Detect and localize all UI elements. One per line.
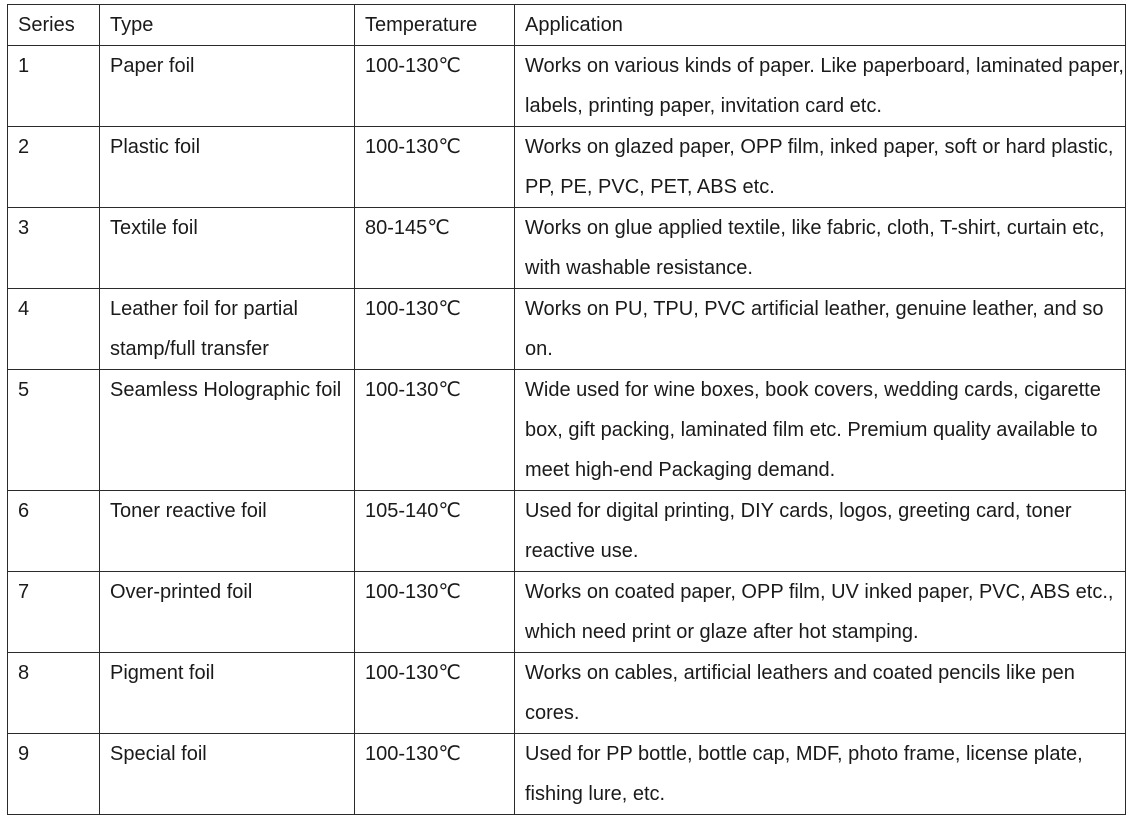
cell-application: Works on PU, TPU, PVC artificial leather, genuine leather, and so on.: [515, 289, 1126, 370]
cell-type: Leather foil for partial stamp/full transfer: [100, 289, 355, 370]
cell-type: Special foil: [100, 734, 355, 815]
cell-temperature: 100-130℃: [355, 572, 515, 653]
cell-application: Works on various kinds of paper. Like paperboard, laminated paper, labels, printing paper, invitation card etc.: [515, 46, 1126, 127]
cell-series: 4: [8, 289, 100, 370]
cell-type: Toner reactive foil: [100, 491, 355, 572]
cell-application: Works on cables, artificial leathers and coated pencils like pen cores.: [515, 653, 1126, 734]
cell-series: 9: [8, 734, 100, 815]
foil-spec-table: [7, 4, 1126, 815]
table-row: [8, 572, 1126, 653]
cell-series: 1: [8, 46, 100, 127]
cell-series: 6: [8, 491, 100, 572]
table-row: [8, 289, 1126, 370]
table-row: [8, 491, 1126, 572]
cell-temperature: 80-145℃: [355, 208, 515, 289]
cell-temperature: 100-130℃: [355, 289, 515, 370]
cell-temperature: 100-130℃: [355, 127, 515, 208]
cell-application: Used for PP bottle, bottle cap, MDF, photo frame, license plate, fishing lure, etc.: [515, 734, 1126, 815]
cell-series: 8: [8, 653, 100, 734]
cell-temperature: 100-130℃: [355, 734, 515, 815]
header-type: Type: [100, 5, 355, 46]
cell-temperature: 100-130℃: [355, 46, 515, 127]
cell-application: Used for digital printing, DIY cards, logos, greeting card, toner reactive use.: [515, 491, 1126, 572]
cell-type: Pigment foil: [100, 653, 355, 734]
cell-series: 7: [8, 572, 100, 653]
header-application: Application: [515, 5, 1126, 46]
table-row: [8, 46, 1126, 127]
cell-series: 2: [8, 127, 100, 208]
cell-type: Seamless Holographic foil: [100, 370, 355, 491]
table-row: [8, 653, 1126, 734]
header-series: Series: [8, 5, 100, 46]
header-row: [8, 5, 1126, 46]
table-row: [8, 208, 1126, 289]
cell-temperature: 100-130℃: [355, 370, 515, 491]
header-temperature: Temperature: [355, 5, 515, 46]
cell-type: Textile foil: [100, 208, 355, 289]
cell-type: Plastic foil: [100, 127, 355, 208]
cell-application: Works on glazed paper, OPP film, inked paper, soft or hard plastic, PP, PE, PVC, PET, ABS etc.: [515, 127, 1126, 208]
table-row: [8, 734, 1126, 815]
table-row: [8, 127, 1126, 208]
cell-series: 5: [8, 370, 100, 491]
cell-type: Paper foil: [100, 46, 355, 127]
cell-series: 3: [8, 208, 100, 289]
table-row: [8, 370, 1126, 491]
cell-temperature: 100-130℃: [355, 653, 515, 734]
cell-application: Works on coated paper, OPP film, UV inked paper, PVC, ABS etc., which need print or glaze after hot stamping.: [515, 572, 1126, 653]
cell-temperature: 105-140℃: [355, 491, 515, 572]
cell-type: Over-printed foil: [100, 572, 355, 653]
cell-application: Wide used for wine boxes, book covers, wedding cards, cigarette box, gift packing, laminated film etc. Premium quality available to meet high-end Packaging demand.: [515, 370, 1126, 491]
cell-application: Works on glue applied textile, like fabric, cloth, T-shirt, curtain etc, with washable resistance.: [515, 208, 1126, 289]
